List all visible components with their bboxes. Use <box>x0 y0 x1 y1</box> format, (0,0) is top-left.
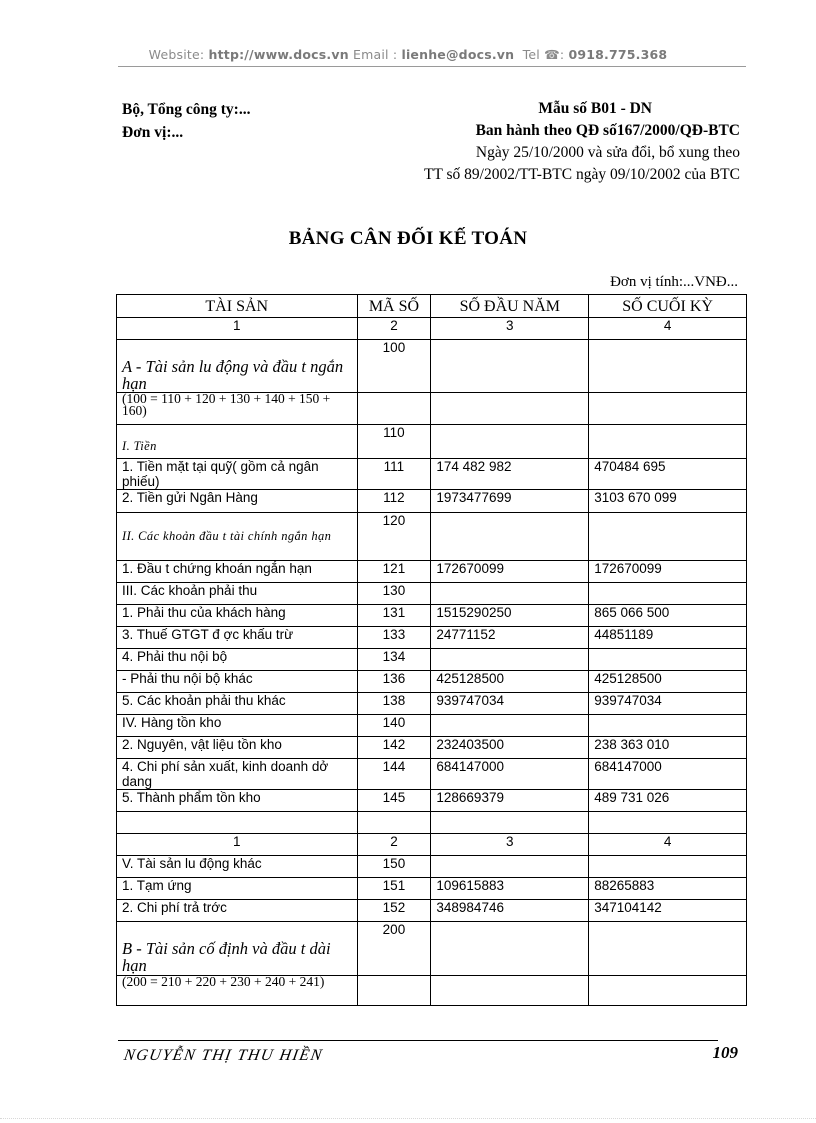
table-row <box>117 693 747 715</box>
row-name: B - Tài sản cố định và đầu t dài hạn <box>122 939 331 975</box>
page-header <box>0 47 816 62</box>
table-row <box>117 922 747 976</box>
col-number: 2 <box>357 834 431 856</box>
header-assets: TÀI SẢN <box>117 295 358 318</box>
row-code: 136 <box>357 671 431 693</box>
table-row <box>117 715 747 737</box>
table-row <box>117 649 747 671</box>
row-code: 120 <box>357 513 431 561</box>
row-end: 489 731 026 <box>589 790 747 812</box>
row-name: 5. Thành phẩm tồn kho <box>117 790 358 812</box>
row-end <box>589 583 747 605</box>
table-row <box>117 605 747 627</box>
tel-number: 0918.775.368 <box>568 47 668 62</box>
unit-line: Đơn vị:... <box>122 124 184 141</box>
table-row <box>117 737 747 759</box>
organization-info <box>122 98 250 144</box>
website-link[interactable]: http://www.docs.vn <box>208 47 349 62</box>
col-number: 2 <box>357 318 431 340</box>
table-row <box>117 490 747 513</box>
table-row <box>117 425 747 459</box>
row-name: A - Tài sản lu động và đầu t ngắn hạn <box>122 357 344 393</box>
row-name: (200 = 210 + 220 + 230 + 240 + 241) <box>122 974 325 989</box>
row-begin: 232403500 <box>431 737 589 759</box>
row-code: 152 <box>357 900 431 922</box>
row-code: 110 <box>357 425 431 459</box>
table-row <box>117 393 747 425</box>
table-row <box>117 340 747 393</box>
row-code <box>357 976 431 1006</box>
table-row <box>117 856 747 878</box>
row-name: 2. Chi phí trả trớc <box>117 900 358 922</box>
email-label: Email : <box>353 47 398 62</box>
column-number-row <box>117 834 747 856</box>
row-end: 939747034 <box>589 693 747 715</box>
row-end <box>589 649 747 671</box>
row-name: - Phải thu nội bộ khác <box>117 671 358 693</box>
row-begin: 1973477699 <box>431 490 589 513</box>
row-end: 88265883 <box>589 878 747 900</box>
row-begin <box>431 976 589 1006</box>
row-begin: 174 482 982 <box>431 459 589 490</box>
row-end <box>589 340 747 393</box>
col-number: 4 <box>589 318 747 340</box>
row-code: 112 <box>357 490 431 513</box>
row-name: 1. Tạm ứng <box>117 878 358 900</box>
row-end: 347104142 <box>589 900 747 922</box>
form-code: Mẫu số B01 - DN <box>538 100 652 117</box>
row-name: 4. Phải thu nội bộ <box>117 649 358 671</box>
table-row <box>117 459 747 490</box>
row-name: I. Tiền <box>122 439 157 453</box>
row-begin <box>431 583 589 605</box>
table-row <box>117 513 747 561</box>
column-number-row <box>117 318 747 340</box>
row-code: 134 <box>357 649 431 671</box>
col-number: 4 <box>589 834 747 856</box>
row-end: 684147000 <box>589 759 747 790</box>
row-begin: 348984746 <box>431 900 589 922</box>
row-begin <box>431 425 589 459</box>
row-name: V. Tài sản lu động khác <box>117 856 358 878</box>
row-name: 2. Tiền gửi Ngân Hàng <box>117 490 358 513</box>
table-row <box>117 759 747 790</box>
circular-note: TT số 89/2002/TT-BTC ngày 09/10/2002 của BTC <box>423 166 740 183</box>
row-end: 172670099 <box>589 561 747 583</box>
row-end: 865 066 500 <box>589 605 747 627</box>
ministry-line: Bộ, Tổng công ty:... <box>122 101 251 118</box>
row-code: 151 <box>357 878 431 900</box>
footer-divider <box>118 1040 718 1041</box>
row-end: 470484 695 <box>589 459 747 490</box>
author-name: NGUYỄN THỊ THU HIỀN <box>122 1047 325 1064</box>
row-name: III. Các khoản phải thu <box>117 583 358 605</box>
row-name: 1. Tiền mặt tại quỹ( gồm cả ngân phiếu) <box>117 459 358 490</box>
row-begin: 425128500 <box>431 671 589 693</box>
row-end <box>589 715 747 737</box>
document-title: BẢNG CÂN ĐỐI KẾ TOÁN <box>288 228 528 249</box>
col-number: 3 <box>431 318 589 340</box>
row-begin: 128669379 <box>431 790 589 812</box>
row-name: 5. Các khoản phải thu khác <box>117 693 358 715</box>
currency-unit: Đơn vị tính:...VNĐ... <box>610 274 738 290</box>
row-end: 3103 670 099 <box>589 490 747 513</box>
row-begin: 172670099 <box>431 561 589 583</box>
row-code: 133 <box>357 627 431 649</box>
row-code: 140 <box>357 715 431 737</box>
table-row <box>117 627 747 649</box>
row-begin: 24771152 <box>431 627 589 649</box>
col-number: 1 <box>117 834 358 856</box>
row-begin <box>431 513 589 561</box>
tel-label: Tel ☎: <box>522 47 565 62</box>
row-code: 121 <box>357 561 431 583</box>
row-code: 111 <box>357 459 431 490</box>
row-end: 238 363 010 <box>589 737 747 759</box>
row-code: 138 <box>357 693 431 715</box>
row-end <box>589 393 747 425</box>
row-begin <box>431 393 589 425</box>
header-end: SỐ CUỐI KỲ <box>589 295 747 318</box>
row-name: 1. Đầu t chứng khoán ngắn hạn <box>117 561 358 583</box>
col-number: 3 <box>431 834 589 856</box>
row-name: 1. Phải thu của khách hàng <box>117 605 358 627</box>
website-label: Website: <box>148 47 205 62</box>
row-code <box>357 393 431 425</box>
row-name: 4. Chi phí sản xuất, kinh doanh dở dang <box>117 759 358 790</box>
header-code: MÃ SỐ <box>357 295 431 318</box>
row-name: IV. Hàng tồn kho <box>117 715 358 737</box>
row-begin <box>431 340 589 393</box>
row-end <box>589 513 747 561</box>
table-row <box>117 583 747 605</box>
row-begin: 1515290250 <box>431 605 589 627</box>
issued-by: Ban hành theo QĐ số167/2000/QĐ-BTC <box>475 122 740 139</box>
amended-note: Ngày 25/10/2000 và sửa đổi, bổ xung theo <box>475 144 740 161</box>
row-code: 131 <box>357 605 431 627</box>
table-row <box>117 561 747 583</box>
table-row <box>117 878 747 900</box>
table-row <box>117 790 747 812</box>
row-name: (100 = 110 + 120 + 130 + 140 + 150 + 160) <box>122 391 331 418</box>
row-end: 44851189 <box>589 627 747 649</box>
row-end: 425128500 <box>589 671 747 693</box>
row-name: 2. Nguyên, vật liệu tồn kho <box>117 737 358 759</box>
row-code: 145 <box>357 790 431 812</box>
row-code: 100 <box>357 340 431 393</box>
balance-sheet-table <box>116 294 747 1006</box>
row-name: II. Các khoản đầu t tài chính ngắn hạn <box>122 529 332 543</box>
row-code: 142 <box>357 737 431 759</box>
email-link[interactable]: lienhe@docs.vn <box>401 47 515 62</box>
table-row <box>117 671 747 693</box>
row-name: 3. Thuế GTGT đ ợc khấu trừ <box>117 627 358 649</box>
row-end <box>589 976 747 1006</box>
row-begin: 684147000 <box>431 759 589 790</box>
spacer-row <box>117 812 747 834</box>
table-row <box>117 900 747 922</box>
form-info <box>424 98 740 186</box>
row-begin <box>431 649 589 671</box>
header-row <box>117 295 747 318</box>
row-code: 150 <box>357 856 431 878</box>
row-begin: 109615883 <box>431 878 589 900</box>
row-begin: 939747034 <box>431 693 589 715</box>
bottom-border <box>0 1118 816 1119</box>
header-begin: SỐ ĐẦU NĂM <box>431 295 589 318</box>
row-begin <box>431 856 589 878</box>
row-end <box>589 425 747 459</box>
page-number: 109 <box>712 1043 738 1062</box>
row-begin <box>431 715 589 737</box>
row-end <box>589 856 747 878</box>
table-row <box>117 976 747 1006</box>
row-code: 130 <box>357 583 431 605</box>
row-code: 200 <box>357 922 431 976</box>
row-end <box>589 922 747 976</box>
row-code: 144 <box>357 759 431 790</box>
header-divider <box>118 66 746 67</box>
row-begin <box>431 922 589 976</box>
col-number: 1 <box>117 318 358 340</box>
